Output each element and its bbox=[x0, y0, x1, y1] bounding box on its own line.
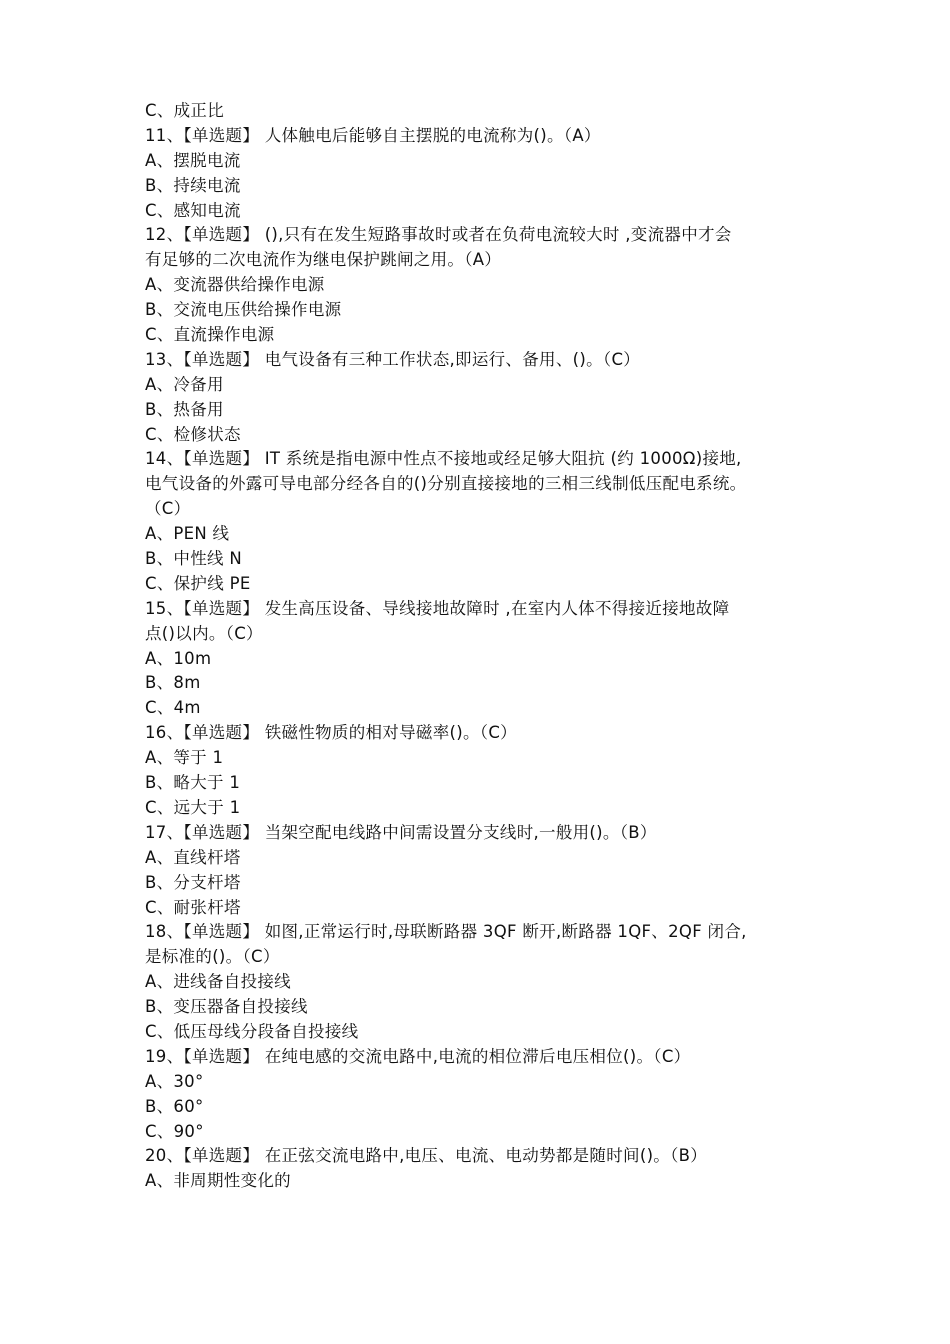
question-line: 16、【单选题】 铁磁性物质的相对导磁率()。（C） bbox=[145, 723, 517, 743]
answer-option: A、30° bbox=[145, 1071, 204, 1091]
question-continuation: （C） bbox=[145, 499, 191, 519]
answer-option: B、变压器备自投接线 bbox=[145, 997, 308, 1017]
answer-option: A、等于 1 bbox=[145, 748, 224, 768]
answer-option: C、保护线 PE bbox=[145, 573, 251, 593]
answer-option: B、中性线 N bbox=[145, 549, 243, 569]
answer-option: A、冷备用 bbox=[145, 374, 224, 394]
question-line: 15、【单选题】 发生高压设备、导线接地故障时 ,在室内人体不得接近接地故障 bbox=[145, 598, 730, 618]
question-continuation: 是标准的()。（C） bbox=[145, 947, 280, 967]
question-continuation: 有足够的二次电流作为继电保护跳闸之用。（A） bbox=[145, 250, 502, 270]
answer-option: A、进线备自投接线 bbox=[145, 972, 291, 992]
answer-option: A、PEN 线 bbox=[145, 524, 230, 544]
question-line: 11、【单选题】 人体触电后能够自主摆脱的电流称为()。（A） bbox=[145, 125, 601, 145]
answer-option: C、耐张杆塔 bbox=[145, 897, 241, 917]
question-line: 19、【单选题】 在纯电感的交流电路中,电流的相位滞后电压相位()。（C） bbox=[145, 1046, 691, 1066]
question-continuation: 点()以内。（C） bbox=[145, 623, 263, 643]
answer-option: B、略大于 1 bbox=[145, 773, 241, 793]
answer-option: B、8m bbox=[145, 673, 201, 693]
answer-option: C、感知电流 bbox=[145, 200, 241, 220]
question-line: 14、【单选题】 IT 系统是指电源中性点不接地或经足够大阻抗 (约 1000Ω)接地, bbox=[145, 449, 742, 469]
answer-option: C、低压母线分段备自投接线 bbox=[145, 1021, 359, 1041]
answer-option: A、10m bbox=[145, 648, 212, 668]
question-continuation: 电气设备的外露可导电部分经各自的()分别直接接地的三相三线制低压配电系统。 bbox=[145, 474, 747, 494]
question-line: 17、【单选题】 当架空配电线路中间需设置分支线时,一般用()。（B） bbox=[145, 822, 657, 842]
answer-option: B、持续电流 bbox=[145, 175, 241, 195]
answer-option: A、直线杆塔 bbox=[145, 847, 241, 867]
answer-option: B、热备用 bbox=[145, 399, 224, 419]
question-line: 18、【单选题】 如图,正常运行时,母联断路器 3QF 断开,断路器 1QF、2QF 闭合, bbox=[145, 922, 747, 942]
answer-option: B、交流电压供给操作电源 bbox=[145, 300, 342, 320]
answer-option: C、直流操作电源 bbox=[145, 325, 275, 345]
answer-option: C、4m bbox=[145, 698, 201, 718]
answer-option: C、远大于 1 bbox=[145, 797, 241, 817]
document-page bbox=[145, 99, 815, 1194]
answer-option: C、检修状态 bbox=[145, 424, 241, 444]
answer-option: A、变流器供给操作电源 bbox=[145, 275, 325, 295]
answer-option: B、分支杆塔 bbox=[145, 872, 241, 892]
answer-option: C、90° bbox=[145, 1121, 204, 1141]
answer-option: A、非周期性变化的 bbox=[145, 1171, 291, 1191]
question-line: 12、【单选题】 (),只有在发生短路事故时或者在负荷电流较大时 ,变流器中才会 bbox=[145, 225, 732, 245]
answer-option: C、成正比 bbox=[145, 101, 225, 120]
question-line: 13、【单选题】 电气设备有三种工作状态,即运行、备用、()。（C） bbox=[145, 349, 641, 369]
question-line: 20、【单选题】 在正弦交流电路中,电压、电流、电动势都是随时间()。（B） bbox=[145, 1146, 708, 1166]
answer-option: B、60° bbox=[145, 1096, 204, 1116]
answer-option: A、摆脱电流 bbox=[145, 150, 241, 170]
